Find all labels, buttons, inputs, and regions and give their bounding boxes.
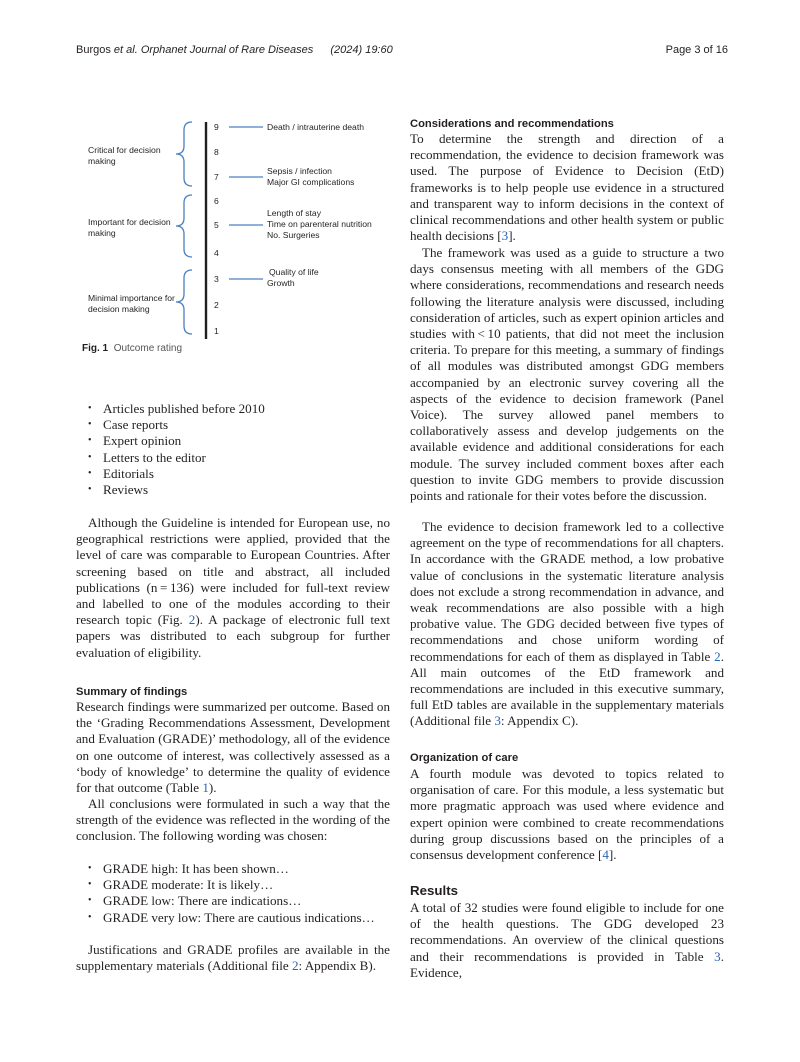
citation-authors: Burgos <box>76 44 111 56</box>
group-minimal: Minimal importance for decision making <box>88 293 175 314</box>
citation-etal: et al. <box>113 44 138 56</box>
list-item: • Case reports <box>76 417 390 433</box>
figure-caption-label: Fig. 1 <box>82 343 109 354</box>
scale-6: 6 <box>214 196 219 206</box>
figure-caption <box>82 343 182 354</box>
figure-caption-text: Outcome rating <box>113 343 183 354</box>
section-heading-results: Results <box>410 883 459 898</box>
list-item: • GRADE low: There are indications… <box>76 893 390 909</box>
outcome-death: Death / intrauterine death <box>267 122 364 132</box>
paragraph-summary: Research findings were summarized per outcome. Based on the ‘Grading Recommendations Assessment, Development and Evaluation (GRADE)’ methodology, all of the evidence on one outcome of interest, was collectively assessed as a ‘body of knowledge’ to determine the quality of evidence for that outcome (Table 1). <box>76 699 390 796</box>
outcome-growth: Growth <box>267 278 295 288</box>
list-item: • GRADE high: It has been shown… <box>76 861 390 877</box>
list-item: • Expert opinion <box>76 433 390 449</box>
scale-9: 9 <box>214 122 219 132</box>
grade-list <box>76 861 390 926</box>
outcome-parenteral-nutrition: Time on parenteral nutrition <box>267 219 372 229</box>
ref-table-1[interactable]: 1 <box>202 780 209 796</box>
scale-3: 3 <box>214 274 219 284</box>
citation-journal: Orphanet Journal of Rare Diseases <box>140 44 314 56</box>
outcome-gi-complications: Major GI complications <box>267 177 355 187</box>
scale-5: 5 <box>214 220 219 230</box>
ref-4[interactable]: 4 <box>602 847 609 863</box>
scale-4: 4 <box>214 248 219 258</box>
list-item: • GRADE moderate: It is likely… <box>76 877 390 893</box>
outcome-surgeries: No. Surgeries <box>267 230 320 240</box>
outcome-quality-of-life: Quality of life <box>269 267 319 277</box>
scale-1: 1 <box>214 326 219 336</box>
ref-3[interactable]: 3 <box>501 228 509 244</box>
scale-7: 7 <box>214 172 219 182</box>
paragraph-justifications: Justifications and GRADE profiles are available in the supplementary materials (Additional file 2: Appendix B). <box>76 942 390 974</box>
list-item: • Reviews <box>76 482 390 498</box>
scale-8: 8 <box>214 147 219 157</box>
group-important: Important for decision making <box>88 217 171 238</box>
page-number: Page 3 of 16 <box>665 44 728 56</box>
ref-fig-2[interactable]: 2 <box>188 612 196 628</box>
brace-critical <box>176 122 192 186</box>
brace-important <box>176 195 192 257</box>
paragraph-conclusions: All conclusions were formulated in such a way that the strength of the evidence was reflected in the wording of the conclusion. The following wording was chosen: <box>76 796 390 844</box>
citation-year: (2024) 19:60 <box>330 44 393 56</box>
ref-table-3[interactable]: 3 <box>714 948 721 964</box>
paragraph-organization: A fourth module was devoted to topics related to organisation of care. For this module, a less systematic but more pragmatic approach was used where evidence and expert opinion were combined to create recommendations during group discussions based on the principles of a consensus development conference [4]. <box>410 766 724 863</box>
outcome-sepsis: Sepsis / infection <box>267 166 332 176</box>
ref-additional-file-3[interactable]: 3 <box>494 713 501 729</box>
list-item: • Articles published before 2010 <box>76 401 390 417</box>
paragraph-screening: Although the Guideline is intended for European use, no geographical restrictions were applied, provided that the level of care was comparable to European Countries. After screening based on title and abstract, all included publications (n = 136) were included for full-text review and labelled to one of the modules according to their research topic (Fig. 2). A package of electronic full text papers was distributed to each subgroup for further evaluation of eligibility. <box>76 515 390 660</box>
paragraph-framework: The framework was used as a guide to structure a two days consensus meeting with all members of the GDG where considerations, recommendations and research needs following the literature analysis were discussed, including consideration of articles, such as expert opinion articles and studies with < 10 patients, that did not meet the inclusion criteria. To prepare for this meeting, a summary of findings of all modules was distributed amongst GDG members accompanied by an electronic survey covering all the aspects of the evidence to decision framework (Panel Voice). The survey allowed panel members to collaboratively assess and develop judgements on the available evidence and additional considerations for each module. The survey included comment boxes after each question to invite GDG members to provide discussion points and rationale for their votes before the discussion. <box>410 245 724 504</box>
figure-outcome-rating <box>80 112 390 347</box>
paragraph-results: A total of 32 studies were found eligible to include for one of the health questions. The GDG developed 23 recommendations. An overview of the clinical questions and their recommendations is provided in Table 3. Evidence, <box>410 900 724 980</box>
section-heading-summary: Summary of findings <box>76 686 188 698</box>
section-heading-organization: Organization of care <box>410 752 519 764</box>
paragraph-etd: To determine the strength and direction of a recommendation, the evidence to decision framework was used. The purpose of Evidence to Decision (EtD) frameworks is to help people use evidence in a structured and transparent way to inform decisions in the context of clinical recommendations and other health system or public health decisions [3]. <box>410 131 724 244</box>
group-critical: Critical for decision making <box>88 145 161 166</box>
section-heading-considerations: Considerations and recommendations <box>410 118 614 130</box>
list-item: • Editorials <box>76 466 390 482</box>
outcome-length-of-stay: Length of stay <box>267 208 321 218</box>
list-item: • Letters to the editor <box>76 450 390 466</box>
running-header-citation <box>76 44 393 56</box>
ref-table-2[interactable]: 2 <box>714 648 721 664</box>
list-item: • GRADE very low: There are cautious indications… <box>76 910 390 926</box>
scale-2: 2 <box>214 300 219 310</box>
ref-additional-file-2[interactable]: 2 <box>291 958 299 974</box>
paragraph-collective-agreement: The evidence to decision framework led to a collective agreement on the type of recommendations for all chapters. In accordance with the GRADE method, a low probative value of conclusions in the systematic literature analysis does not exclude a strong recommendation in advance, and weak recommendations are also possible with a high probative value. The GDG decided between five types of recommendations and chose uniform wording of recommendations for each of them as displayed in Table 2. All main outcomes of the EtD framework and recommendations are included in this executive summary, full EtD tables are available in the supplementary materials (Additional file 3: Appendix C). <box>410 519 724 729</box>
exclusion-list <box>76 401 390 498</box>
